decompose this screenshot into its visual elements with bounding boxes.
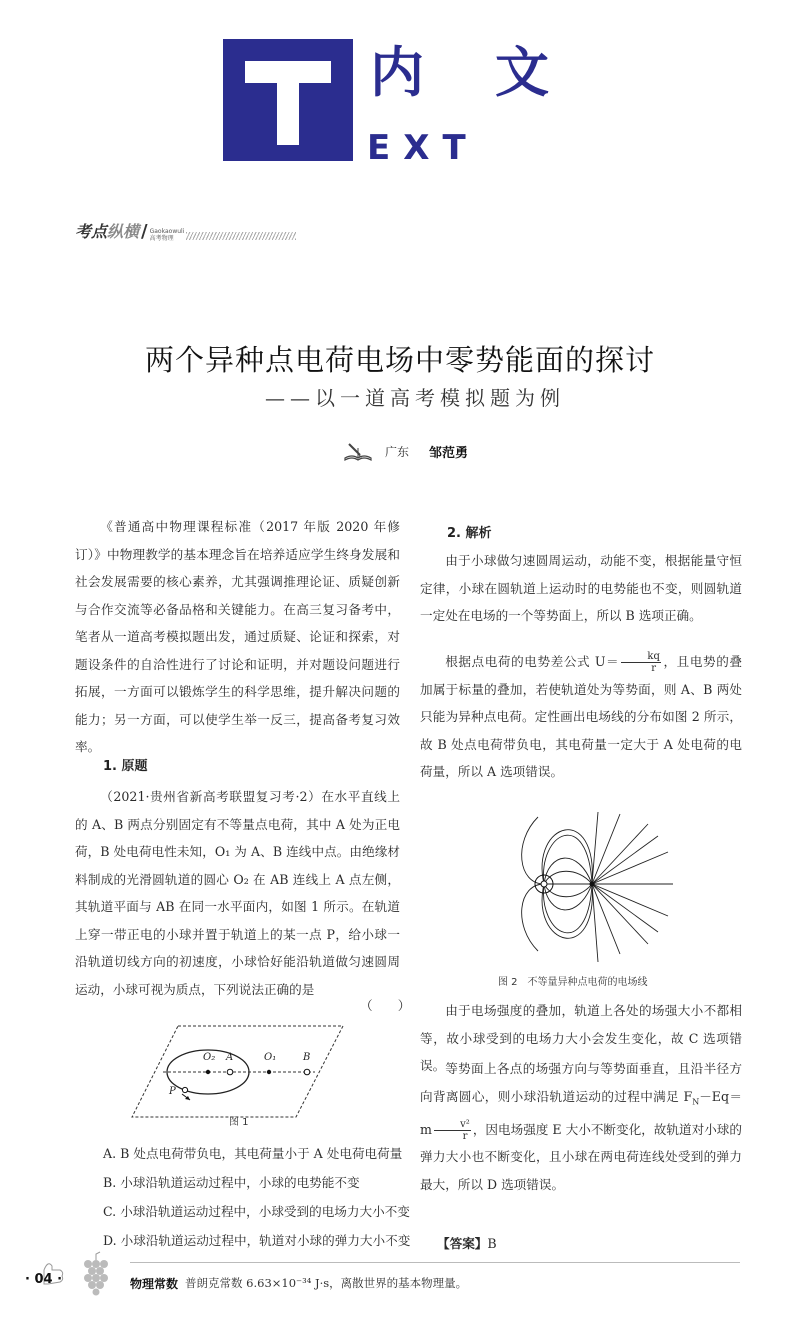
figure-1-point-p [182, 1087, 187, 1092]
figure-1-point-a [227, 1069, 233, 1075]
figure-1-label-a: A [226, 1052, 234, 1063]
figure-2-charge-b [590, 882, 595, 887]
article-title: 两个异种点电荷电场中零势能面的探讨 [144, 343, 655, 377]
section-slash: / [141, 221, 148, 242]
heading-analysis: 2. 解析 [447, 526, 492, 541]
formula-kq-r: $\frac{kq}{r}$ [621, 651, 661, 674]
option-d: D. 小球沿轨道运动过程中，轨道对小球的弹力大小不变 [103, 1233, 411, 1248]
section-tag [75, 220, 296, 242]
logo-t-bar [245, 61, 331, 83]
answer-blank: （ ） [360, 998, 411, 1013]
figure-2-caption: 图 2 不等量异种点电荷的电场线 [498, 977, 648, 988]
header-char-nei: 内 [370, 41, 424, 104]
header-char-wen: 文 [495, 41, 549, 104]
footer-text: 普朗克常数 6.63×10⁻³⁴ J·s，离散世界的基本物理量。 [185, 1276, 468, 1290]
section-hatch [186, 232, 296, 240]
author-row [343, 440, 468, 462]
figure-1-point-o2 [206, 1070, 210, 1074]
figure-1-label-b: B [303, 1052, 311, 1063]
problem-paragraph: （2021·贵州省新高考联盟复习考·2）在水平直线上的 A、B 两点分别固定有不等量点电荷，其中 A 处为正电荷，B 处电荷电性未知，O₁ 为 A、B 连线中点。由绝缘材料制成的光滑圆轨道的圆心 O₂ 在 AB 连线上 A 点左侧，其轨道平面与 AB 在同一水平面内，如图 1 所示。在轨道上穿一带正电的小球并置于轨道上的某一点 P，给小球一沿轨道切线方向的初速度，小球恰好能沿轨道做匀速圆周运动，小球可视为质点，下列说法正确的是 [75, 789, 400, 997]
logo-t-block [223, 39, 353, 161]
analysis-paragraph-3: 由于电场强度的叠加，轨道上各处的场强大小不都相等，故小球受到的电场力大小会发生变化，故 C 选项错误。 [420, 1003, 742, 1073]
figure-1-label-p: P [169, 1086, 176, 1097]
author-province: 广东 [385, 444, 410, 459]
option-b: B. 小球沿轨道运动过程中，小球的电势能不变 [103, 1175, 360, 1190]
footer-label: 物理常数 [130, 1277, 179, 1291]
logo-t-stem [277, 83, 299, 145]
author-name: 邹范勇 [429, 445, 469, 461]
option-a: A. B 处点电荷带负电，其电荷量小于 A 处电荷电荷量 [103, 1146, 403, 1161]
pen-book-icon [343, 440, 373, 462]
analysis-paragraph-2: 根据点电荷的电势差公式 U＝ $\frac{kq}{r}$ ，且电势的叠加属于标量的叠加，若使轨道处为等势面，则 A、B 两处只能为异种点电荷。定性画出电场线的分布如图 2 所示，故 B 处点电荷带负电，其电荷量一定大于 A 处电荷的电荷量，所以 A 选项错误。 [420, 651, 743, 779]
page-number: · 04 · [25, 1272, 63, 1287]
answer-value: B [487, 1236, 497, 1251]
intro-paragraph: 《普通高中物理课程标准（2017 年版 2020 年修订）》中物理教学的基本理念旨在培养适应学生终身发展和社会发展需要的核心素养，尤其强调推理论证、质疑创新与合作交流等必备品格和关键能力。在高三复习备考中，笔者从一道高考模拟题出发，通过质疑、论证和探索，对题设条件的自洽性进行了讨论和证明，并对题设问题进行拓展，一方面可以锻炼学生的科学思维，提升解决问题的能力；另一方面，可以使学生举一反三，提高备考复习效率。 [75, 519, 400, 754]
analysis-paragraph-4: 等势面上各点的场强方向与等势面垂直，且沿半径方向背离圆心，则小球沿轨道运动的过程中满足 $F_N-Eq=m$ $\frac{\text{v²}}{r}$ ，因电场强度 E 大小不断变化，故轨道对小球的弹力大小也不断变化，且小球在两电荷连线处受到的弹力最大，所以 D 选项错误。 [420, 1061, 742, 1192]
analysis-paragraph-1: 由于小球做匀速圆周运动，动能不变，根据能量守恒定律，小球在圆轨道上运动时的电势能也不变，则圆轨道一定处在电场的一个等势面上，所以 B 选项正确。 [420, 553, 742, 623]
figure-1-label-o2: O₂ [203, 1052, 216, 1063]
formula-v2-r: $\frac{\text{v²}}{r}$ [434, 1119, 471, 1142]
answer-label: 【答案】 [437, 1236, 488, 1251]
figure-2-charge-a [541, 881, 547, 887]
heading-original-problem: 1. 原题 [103, 759, 148, 774]
answer-line [437, 1233, 497, 1252]
figure-2 [508, 812, 678, 970]
section-sub: Gaokaowuli 高考物理 [149, 228, 185, 242]
figure-1-label-o1: O₁ [264, 1052, 277, 1063]
figure-1-point-b [304, 1069, 310, 1075]
figure-1-caption: 图 1 [229, 1117, 249, 1128]
figure-1-point-o1 [267, 1070, 271, 1074]
article-subtitle: ——以一道高考模拟题为例 [265, 386, 565, 410]
footer-rule [130, 1262, 740, 1263]
section-label: 考点纵横 [75, 222, 140, 241]
option-c: C. 小球沿轨道运动过程中，小球受到的电场力大小不变 [103, 1204, 410, 1219]
header-ext: EXT [367, 128, 479, 168]
